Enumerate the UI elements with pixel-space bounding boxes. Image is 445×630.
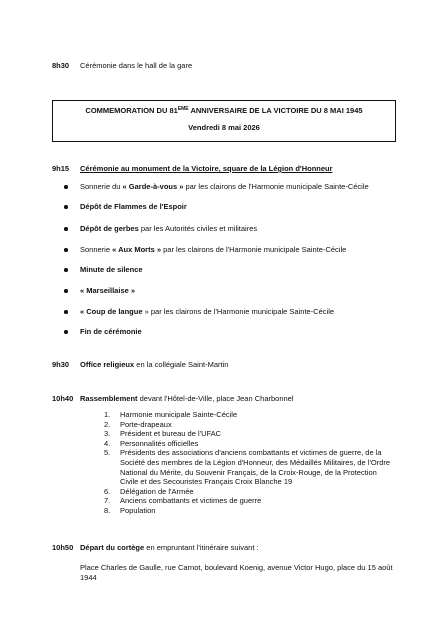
procession-route: Place Charles de Gaulle, rue Carnot, boulevard Koenig, avenue Victor Hugo, place du 15 août 1944: [80, 563, 393, 582]
list-item: 7. Anciens combattants et victimes de guerre: [104, 496, 262, 506]
time-10h40: 10h40: [52, 394, 74, 403]
bullet-item: Minute de silence: [80, 265, 143, 274]
station-ceremony-text: Cérémonie dans le hall de la gare: [80, 61, 193, 70]
bullet-item: « Coup de langue » par les clairons de l'Harmonie municipale Sainte-Cécile: [80, 307, 335, 316]
bullet-item: Sonnerie du « Garde-à-vous » par les clairons de l'Harmonie municipale Sainte-Cécile: [80, 182, 369, 191]
list-item: 4. Personnalités officielles: [104, 438, 199, 448]
commemoration-header-box: [52, 100, 396, 142]
list-item: 5. Présidents des associations d'anciens combattants et victimes de guerre, de la Société des membres de la Légion d'Honneur, des Médaillés Militaires, de l'Ordre National du Mérite, du Souvenir Français, de la Croix-Rouge, de la Protection Civile et des Secouristes Français Croix Blanche 19: [104, 448, 391, 487]
list-item: 1. Harmonie municipale Sainte-Cécile: [104, 410, 238, 419]
procession-order-list: [104, 410, 394, 516]
list-item: 8. Population: [104, 505, 156, 515]
assembly-text: Rassemblement devant l'Hôtel-de-Ville, place Jean Charbonnel: [80, 394, 294, 403]
time-9h15: 9h15: [52, 164, 70, 173]
list-item: 3. Président et bureau de l'UFAC: [104, 429, 222, 439]
time-8h30: 8h30: [52, 61, 70, 70]
header-title: COMMEMORATION DU 81EME ANNIVERSAIRE DE LA VICTOIRE DU 8 MAI 1945: [85, 106, 363, 115]
time-9h30: 9h30: [52, 360, 70, 369]
bullet-item: Sonnerie « Aux Morts » par les clairons de l'Harmonie municipale Sainte-Cécile: [80, 245, 347, 254]
religious-office-text: Office religieux en la collégiale Saint-Martin: [80, 360, 229, 369]
bullet-item: Dépôt de gerbes par les Autorités civiles et militaires: [80, 224, 258, 233]
list-item: 2. Porte-drapeaux: [104, 419, 172, 429]
header-date: Vendredi 8 mai 2026: [188, 123, 260, 132]
list-item: 6. Délégation de l'Armée: [104, 486, 194, 496]
bullet-item: « Marseillaise »: [80, 286, 136, 295]
time-10h50: 10h50: [52, 543, 74, 552]
procession-departure-text: Départ du cortège en empruntant l'itinéraire suivant :: [80, 543, 259, 552]
bullet-item: Dépôt de Flammes de l'Espoir: [80, 202, 187, 211]
monument-ceremony-title: Cérémonie au monument de la Victoire, square de la Légion d'Honneur: [80, 164, 333, 173]
bullet-item: Fin de cérémonie: [80, 327, 142, 336]
